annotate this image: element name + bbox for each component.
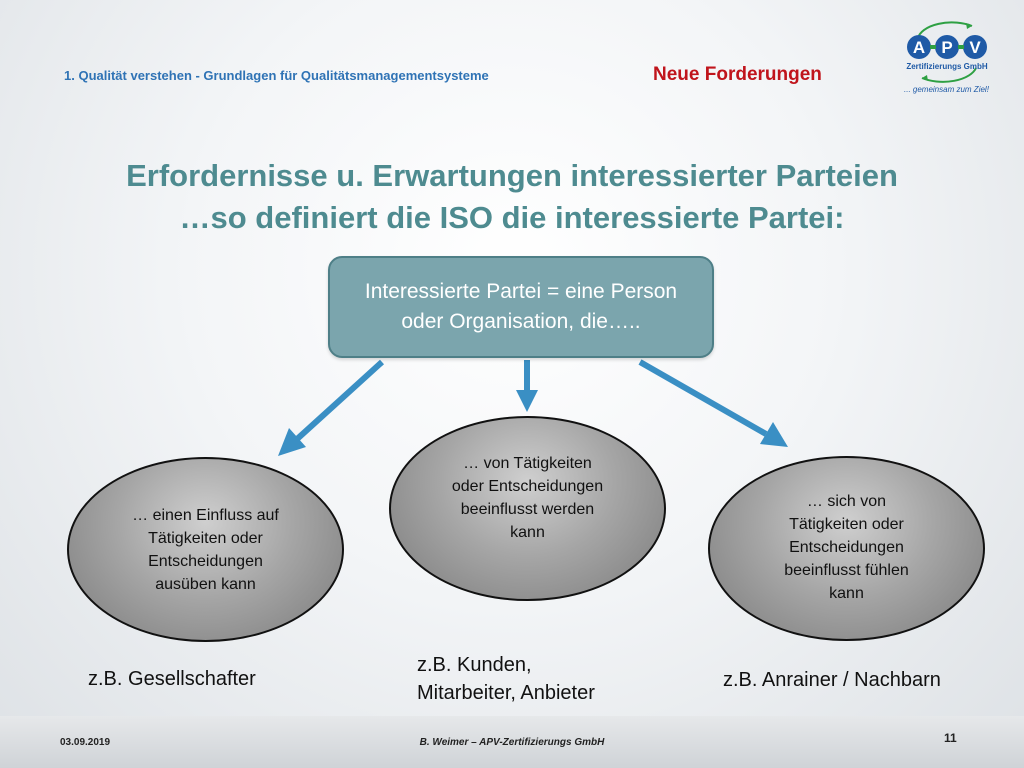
logo-letter-a: A [912, 38, 926, 57]
arrow-left [296, 362, 382, 440]
example-left: z.B. Gesellschafter [88, 668, 256, 690]
example-right: z.B. Anrainer / Nachbarn [723, 669, 941, 691]
ellipse-left-line-1: … einen Einfluss auf [132, 506, 279, 524]
headline-line-1: Erfordernisse u. Erwartungen interessierter Parteien [126, 158, 898, 193]
definition-box [328, 256, 714, 358]
ellipse-center-line-3: beeinflusst werden [460, 500, 595, 518]
ellipse-right-line-5: kann [829, 585, 864, 602]
ellipse-right-line-3: Entscheidungen [789, 539, 904, 556]
logo-company: Zertifizierungs GmbH [906, 62, 988, 71]
definition-line-2: oder Organisation, die….. [401, 310, 641, 333]
ellipse-left-line-3: Entscheidungen [148, 552, 263, 570]
page-number: 11 [944, 731, 957, 745]
example-center [417, 651, 595, 707]
ellipse-center-line-2: oder Entscheidungen [451, 477, 604, 495]
headline-line-2: …so definiert die ISO die interessierte Partei: [179, 200, 845, 235]
ellipse-perceived [708, 456, 985, 641]
arrow-right [640, 362, 766, 434]
ellipse-affected [389, 416, 666, 601]
ellipse-center-line-1: … von Tätigkeiten [463, 454, 592, 472]
footer-date: 03.09.2019 [60, 737, 111, 748]
section-title: Neue Forderungen [653, 64, 822, 85]
ellipse-left-line-4: ausüben kann [155, 575, 256, 593]
footer-author: B. Weimer – APV-Zertifizierungs GmbH [419, 737, 605, 748]
example-center-line-1: z.B. Kunden, [417, 654, 532, 676]
ellipse-center-line-4: kann [510, 523, 545, 541]
example-center-line-2: Mitarbeiter, Anbieter [417, 682, 595, 704]
ellipse-influence [67, 457, 344, 642]
ellipse-right-line-4: beeinflusst fühlen [784, 562, 909, 579]
breadcrumb: 1. Qualität verstehen - Grundlagen für Qualitätsmanagementsysteme [64, 68, 489, 83]
arrow-center-head [516, 390, 538, 412]
ellipse-left-line-2: Tätigkeiten oder [148, 529, 263, 547]
logo-tagline: ... gemeinsam zum Ziel! [904, 85, 989, 94]
logo-letter-v: V [969, 38, 981, 57]
definition-line-1: Interessierte Partei = eine Person [364, 280, 678, 303]
logo-letter-p: P [941, 38, 953, 57]
ellipse-right-line-2: Tätigkeiten oder [789, 516, 904, 533]
ellipse-right-line-1: … sich von [806, 493, 887, 510]
